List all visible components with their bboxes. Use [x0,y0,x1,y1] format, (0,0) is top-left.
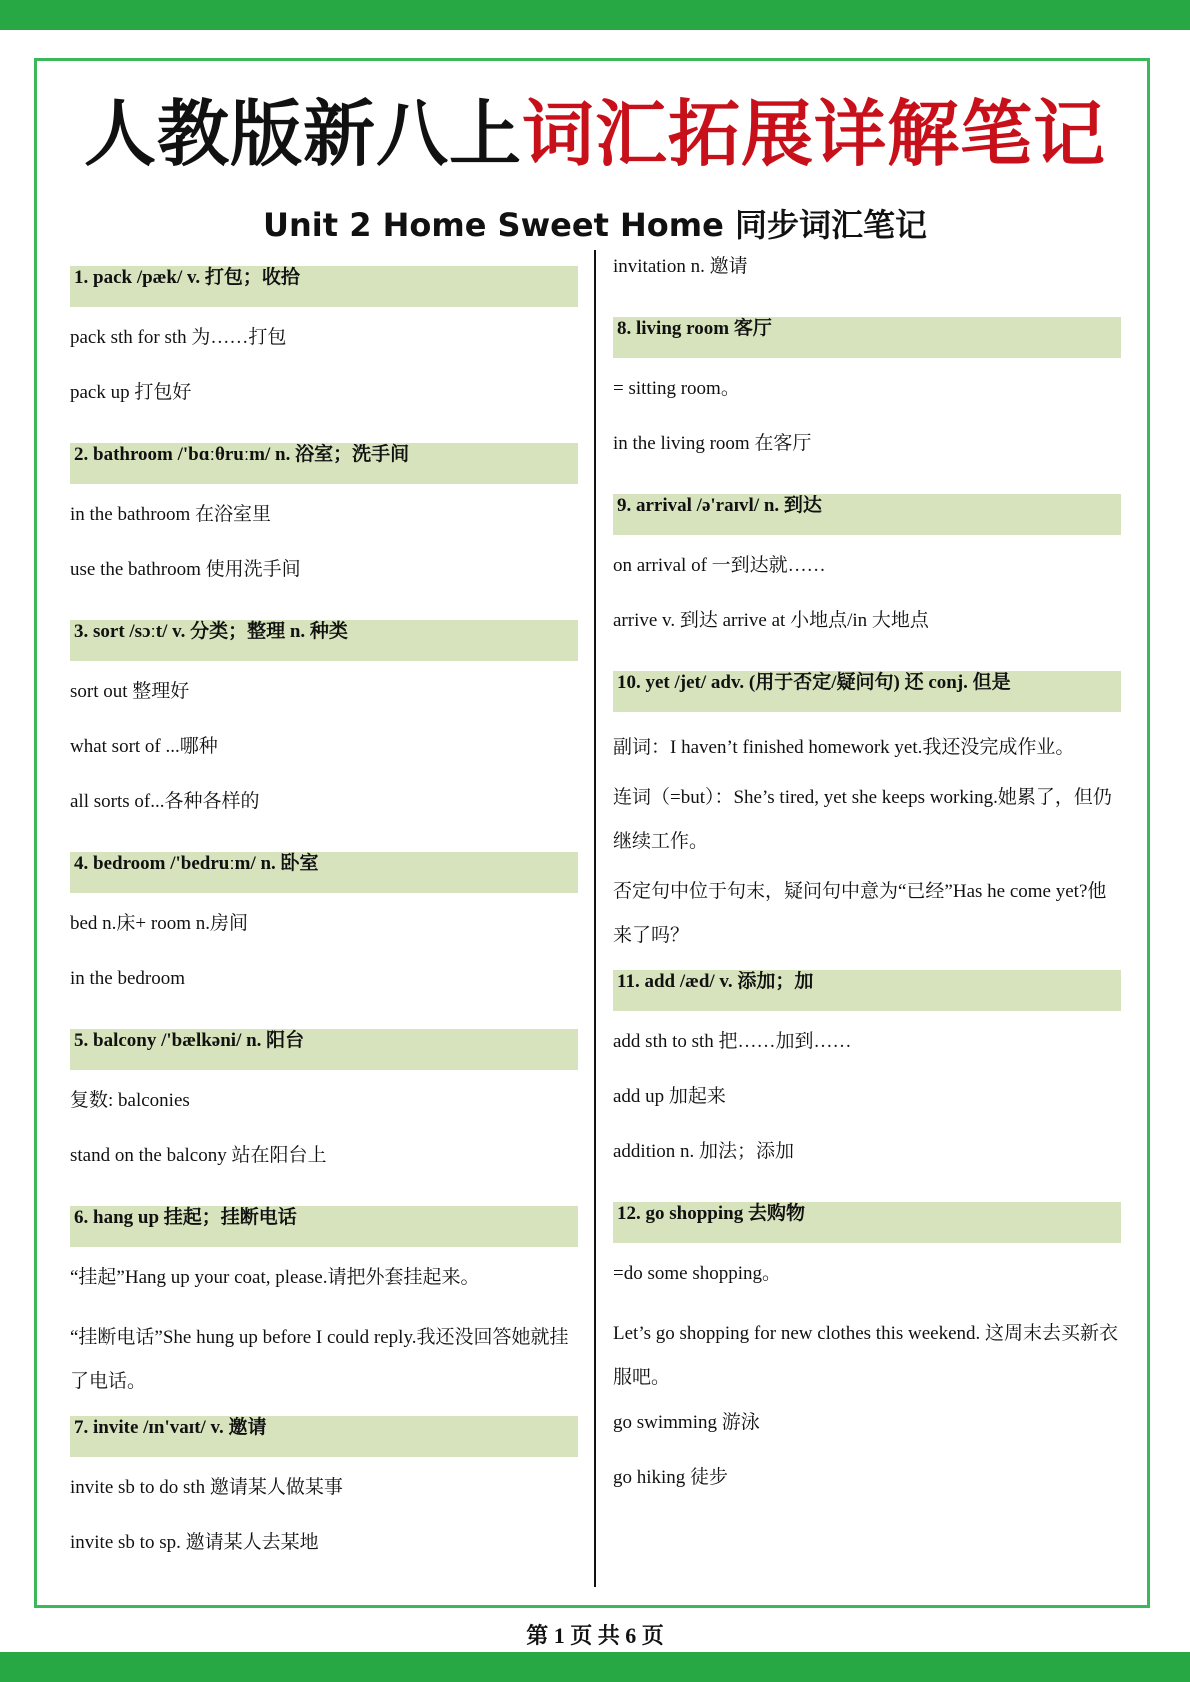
vocab-heading: 2. bathroom /'bɑːθruːm/ n. 浴室；洗手间 [70,443,578,484]
note-line: in the living room 在客厅 [613,433,812,454]
vocab-heading: 12. go shopping 去购物 [613,1202,1121,1243]
note-line: in the bathroom 在浴室里 [70,504,272,525]
vocab-heading: 6. hang up 挂起；挂断电话 [70,1206,578,1247]
vocab-heading: 11. add /æd/ v. 添加；加 [613,970,1121,1011]
vocab-heading: 3. sort /sɔːt/ v. 分类；整理 n. 种类 [70,620,578,661]
vocab-heading: 4. bedroom /'bedruːm/ n. 卧室 [70,852,578,893]
vocab-heading: 5. balcony /'bælkəni/ n. 阳台 [70,1029,578,1070]
page-title [0,84,1190,184]
page-subtitle: Unit 2 Home Sweet Home 同步词汇笔记 [263,206,927,244]
page-footer: 第 1 页 共 6 页 [526,1623,664,1648]
note-line: “挂断电话”She hung up before I could reply.我还没回答她就挂了电话。 [70,1327,569,1392]
note-line: pack up 打包好 [70,382,192,403]
vocab-heading: 10. yet /jet/ adv. (用于否定/疑问句) 还 conj. 但是 [613,671,1121,712]
note-line: 副词：I haven’t finished homework yet.我还没完成作业。 [613,737,1075,758]
note-line: 否定句中位于句末，疑问句中意为“已经”Has he come yet?他来了吗？ [613,881,1107,946]
note-line: arrive v. 到达 arrive at 小地点/in 大地点 [613,610,929,631]
top-green-bar [0,0,1190,30]
note-line: add sth to sth 把……加到…… [613,1031,852,1052]
column-divider [594,250,596,1587]
note-line: = sitting room。 [613,378,740,399]
vocab-heading: 7. invite /ɪn'vaɪt/ v. 邀请 [70,1416,578,1457]
note-line: “挂起”Hang up your coat, please.请把外套挂起来。 [70,1267,480,1288]
right-column [613,250,1121,1516]
note-line: what sort of ...哪种 [70,736,218,757]
note-line: pack sth for sth 为……打包 [70,327,287,348]
note-line: on arrival of 一到达就…… [613,555,826,576]
vocab-heading: 1. pack /pæk/ v. 打包；收拾 [70,266,578,307]
note-line: go hiking 徒步 [613,1467,729,1488]
title-red-part: 词汇拓展详解笔记 [522,92,1107,176]
note-line: stand on the balcony 站在阳台上 [70,1145,327,1166]
note-line: bed n.床+ room n.房间 [70,913,249,934]
note-line: go swimming 游泳 [613,1412,760,1433]
note-line: =do some shopping。 [613,1263,781,1284]
vocab-heading: 8. living room 客厅 [613,317,1121,358]
note-line: add up 加起来 [613,1086,726,1107]
note-line: in the bedroom [70,968,186,989]
note-line: use the bathroom 使用洗手间 [70,559,301,580]
note-line: Let’s go shopping for new clothes this weekend. 这周末去买新衣服吧。 [613,1323,1119,1388]
note-line: invite sb to sp. 邀请某人去某地 [70,1532,319,1553]
note-line: invitation n. 邀请 [613,256,748,277]
vocab-heading: 9. arrival /ə'raɪvl/ n. 到达 [613,494,1121,535]
note-line: sort out 整理好 [70,681,190,702]
note-line: addition n. 加法；添加 [613,1141,795,1162]
bottom-green-bar [0,1652,1190,1682]
title-black-part: 人教版新八上 [83,92,522,176]
note-line: all sorts of...各种各样的 [70,791,260,812]
note-line: 复数: balconies [70,1090,190,1111]
note-line: invite sb to do sth 邀请某人做某事 [70,1477,343,1498]
left-column [70,266,578,1581]
note-line: 连词（=but）：She’s tired, yet she keeps working.她累了，但仍继续工作。 [613,787,1112,852]
